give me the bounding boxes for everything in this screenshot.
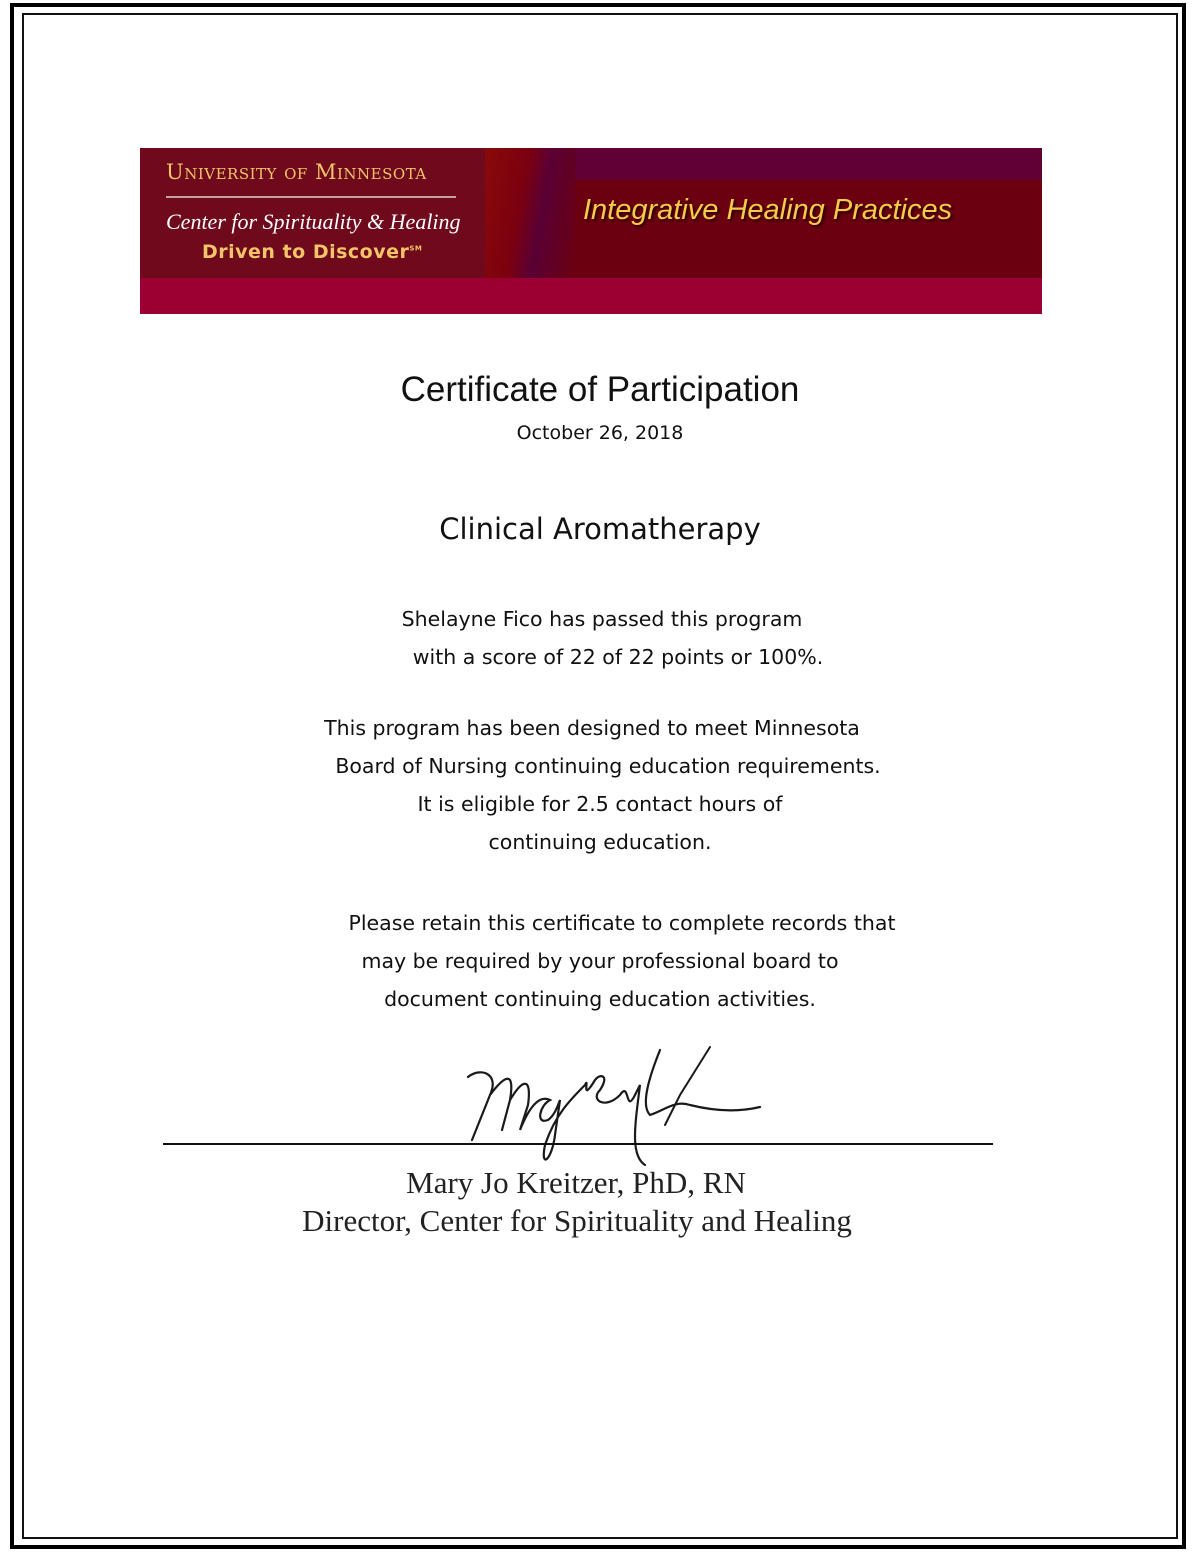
signatory-title: Director, Center for Spirituality and Healing <box>302 1203 852 1238</box>
signatory-name: Mary Jo Kreitzer, PhD, RN <box>406 1165 746 1200</box>
accreditation-text <box>24 709 1176 861</box>
accreditation-line: Board of Nursing continuing education requirements. <box>335 754 881 778</box>
program-series: Integrative Healing Practices <box>583 194 953 226</box>
tagline: Driven to Discover℠ <box>202 241 423 263</box>
retain-line: Please retain this certificate to complete records that <box>348 911 896 935</box>
accreditation-line: continuing education. <box>488 830 712 854</box>
signature-line <box>163 1143 993 1145</box>
retain-line: document continuing education activities. <box>384 987 816 1011</box>
retain-line: may be required by your professional board to <box>361 949 839 973</box>
result-line: Shelayne Fico has passed this program <box>401 607 803 631</box>
university-name: University of Minnesota <box>166 160 427 184</box>
retain-text <box>24 904 1176 1018</box>
certificate-date: October 26, 2018 <box>516 422 684 444</box>
certificate-title: Certificate of Participation <box>400 370 800 409</box>
result-line: with a score of 22 of 22 points or 100%. <box>412 645 824 669</box>
accreditation-line: It is eligible for 2.5 contact hours of <box>417 792 783 816</box>
result-text <box>24 600 1176 676</box>
signature <box>460 1045 770 1175</box>
course-name: Clinical Aromatherapy <box>439 512 761 546</box>
center-name: Center for Spirituality & Healing <box>166 209 461 234</box>
accreditation-line: This program has been designed to meet Minnesota <box>324 716 860 740</box>
